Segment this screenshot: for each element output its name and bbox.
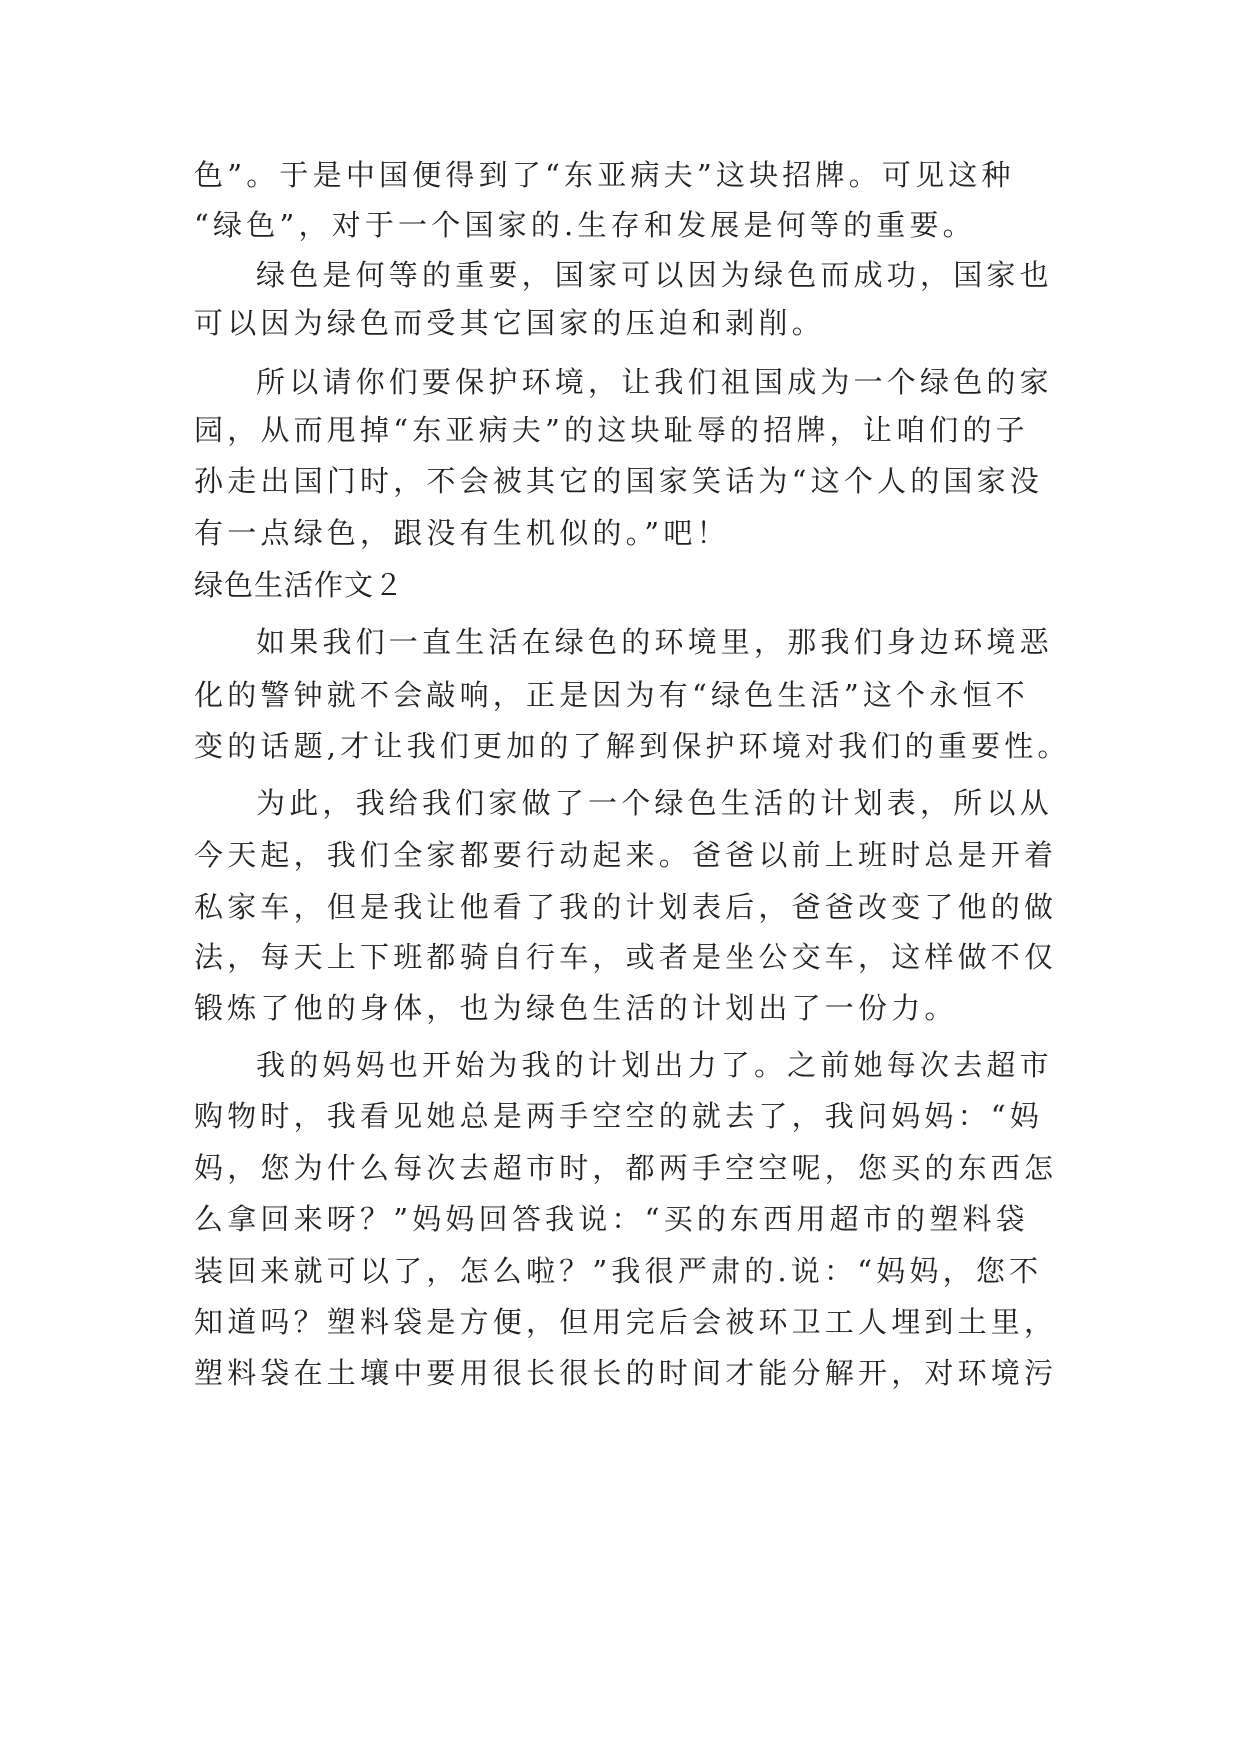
text-line: 法，每天上下班都骑自行车，或者是坐公交车，这样做不仅 bbox=[194, 940, 1058, 974]
text-line: 购物时，我看见她总是两手空空的就去了，我问妈妈：“妈 bbox=[194, 1099, 1044, 1133]
paragraph-start: 我的妈妈也开始为我的计划出力了。之前她每次去超市 bbox=[256, 1048, 1053, 1082]
text-line: 化的警钟就不会敲响，正是因为有“绿色生活”这个永恒不 bbox=[194, 678, 1029, 712]
text-line: 园，从而甩掉“东亚病夫”的这块耻辱的招牌，让咱们的子 bbox=[194, 413, 1029, 447]
text-line: 可以因为绿色而受其它国家的压迫和剥削。 bbox=[194, 306, 825, 340]
text-line: “绿色”，对于一个国家的.生存和发展是何等的重要。 bbox=[194, 208, 976, 242]
text-line: 妈，您为什么每次去超市时，都两手空空呢，您买的东西怎 bbox=[194, 1151, 1058, 1185]
section-heading: 绿色生活作文２ bbox=[194, 568, 405, 602]
text-line: 有一点绿色，跟没有生机似的。”吧！ bbox=[194, 516, 730, 550]
text-line: 知道吗？塑料袋是方便，但用完后会被环卫工人埋到土里， bbox=[194, 1305, 1058, 1339]
text-line: 变的话题,才让我们更加的了解到保护环境对我们的重要性。 bbox=[194, 729, 1071, 763]
paragraph-start: 如果我们一直生活在绿色的环境里，那我们身边环境恶 bbox=[256, 625, 1053, 659]
text-line: 今天起，我们全家都要行动起来。爸爸以前上班时总是开着 bbox=[194, 838, 1058, 872]
text-line: 塑料袋在土壤中要用很长很长的时间才能分解开，对环境污 bbox=[194, 1356, 1058, 1390]
paragraph-start: 为此，我给我们家做了一个绿色生活的计划表，所以从 bbox=[256, 786, 1053, 820]
text-line: 锻炼了他的身体，也为绿色生活的计划出了一份力。 bbox=[194, 991, 958, 1025]
text-line: 装回来就可以了，怎么啦？”我很严肃的.说：“妈妈，您不 bbox=[194, 1254, 1043, 1288]
text-line: 么拿回来呀？”妈妈回答我说：“买的东西用超市的塑料袋 bbox=[194, 1202, 1029, 1236]
text-line: 色”。于是中国便得到了“东亚病夫”这块招牌。可见这种 bbox=[194, 158, 1015, 192]
text-line: 私家车，但是我让他看了我的计划表后，爸爸改变了他的做 bbox=[194, 890, 1058, 924]
text-line: 孙走出国门时，不会被其它的国家笑话为“这个人的国家没 bbox=[194, 464, 1044, 498]
paragraph-start: 所以请你们要保护环境，让我们祖国成为一个绿色的家 bbox=[256, 365, 1053, 399]
paragraph-start: 绿色是何等的重要，国家可以因为绿色而成功，国家也 bbox=[256, 258, 1053, 292]
